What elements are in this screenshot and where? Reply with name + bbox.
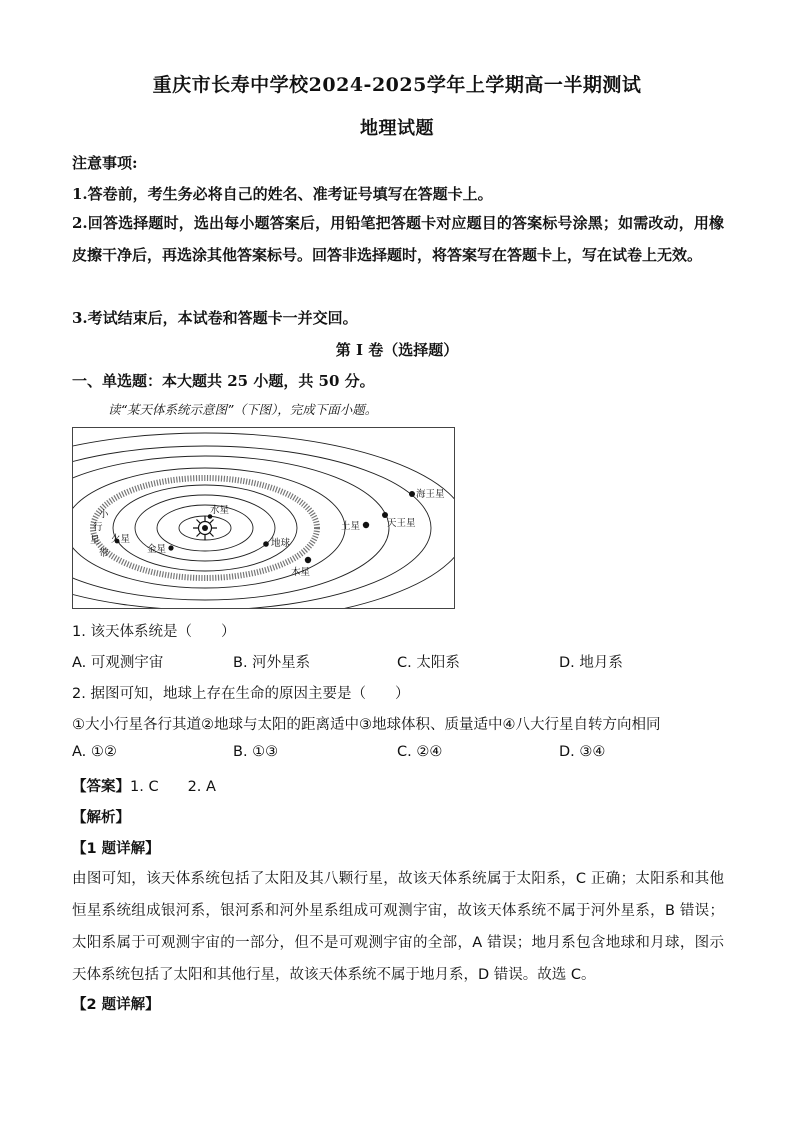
volume-heading: 第 I 卷（选择题）: [335, 341, 459, 359]
label-venus: 金星: [147, 544, 167, 555]
neptune-dot: [409, 491, 415, 497]
sun-icon: [193, 516, 217, 540]
q1-option-a[interactable]: A. 可观测宇宙: [72, 655, 164, 671]
question-1-stem: 1. 该天体系统是（ ）: [72, 624, 236, 640]
section-heading: 一、单选题：本大题共 25 小题，共 50 分。: [72, 372, 375, 390]
label-jupiter: 木星: [291, 567, 311, 578]
saturn-dot: [363, 522, 369, 528]
q2-option-a[interactable]: A. ①②: [72, 744, 117, 760]
detail-1-text: 由图可知，该天体系统包括了太阳及其八颗行星，故该天体系统属于太阳系，C 正确；太阳系和其他恒星系统组成银河系，银河系和河外星系组成可观测宇宙，故该天体系统不属于河外星系，B 错误；太阳系属于可观测宇宙的一部分，但不是可观测宇宙的全部，A 错误；地月系包含地球和月球，图示天体系统包括了太阳和其他行星，故该天体系统不属于地月系，D 错误。故选 C。: [72, 871, 724, 983]
notice-item-3: 3.考试结束后，本试卷和答题卡一并交回。: [72, 309, 358, 327]
earth-dot: [263, 541, 269, 547]
notice-item-1: 1.答卷前，考生务必将自己的姓名、准考证号填写在答题卡上。: [72, 185, 493, 203]
analysis-heading: 【解析】: [72, 810, 130, 826]
question-2-statements: ①大小行星各行其道②地球与太阳的距离适中③地球体积、质量适中④八大行星自转方向相同: [72, 717, 661, 733]
answer-line: [72, 775, 216, 796]
q1-option-b[interactable]: B. 河外星系: [233, 655, 311, 671]
subject-title: 地理试题: [360, 118, 434, 139]
figure-intro: 读“某天体系统示意图”（下图），完成下面小题。: [108, 402, 378, 417]
label-belt-1: 小: [99, 509, 109, 520]
jupiter-dot: [305, 557, 311, 563]
solar-system-figure: [72, 427, 455, 609]
label-belt-3: 星: [90, 535, 100, 546]
solar-system-diagram: [73, 428, 454, 608]
q2-option-c[interactable]: C. ②④: [397, 744, 443, 760]
label-neptune: 海王星: [416, 489, 445, 500]
label-mars: 火星: [111, 534, 131, 545]
answer-values: 1. C 2. A: [130, 779, 216, 795]
exam-title: 重庆市长寿中学校2024-2025学年上学期高一半期测试: [152, 74, 642, 96]
detail-1-heading: 【1 题详解】: [72, 841, 160, 857]
venus-dot: [168, 545, 173, 550]
notice-item-2: 2.回答选择题时，选出每小题答案后，用铅笔把答题卡对应题目的答案标号涂黑；如需改动，用橡皮擦干净后，再选涂其他答案标号。回答非选择题时，将答案写在答题卡上，写在试卷上无效。: [72, 214, 724, 264]
label-uranus: 天王星: [387, 518, 416, 529]
q1-option-d[interactable]: D. 地月系: [559, 655, 623, 671]
answer-tag: 【答案】: [72, 779, 130, 795]
label-saturn: 土星: [341, 521, 361, 532]
label-earth: 地球: [271, 538, 291, 549]
orbit-uranus: [73, 446, 431, 608]
question-2-stem: 2. 据图可知，地球上存在生命的原因主要是（ ）: [72, 686, 410, 702]
notice-heading: 注意事项:: [72, 154, 138, 172]
label-belt-2: 行: [93, 522, 103, 533]
q2-option-b[interactable]: B. ①③: [233, 744, 279, 760]
q1-option-c[interactable]: C. 太阳系: [397, 655, 460, 671]
label-mercury: 水星: [210, 505, 230, 516]
label-belt-4: 带: [99, 548, 109, 559]
q2-option-d[interactable]: D. ③④: [559, 744, 606, 760]
detail-2-heading: 【2 题详解】: [72, 997, 160, 1013]
